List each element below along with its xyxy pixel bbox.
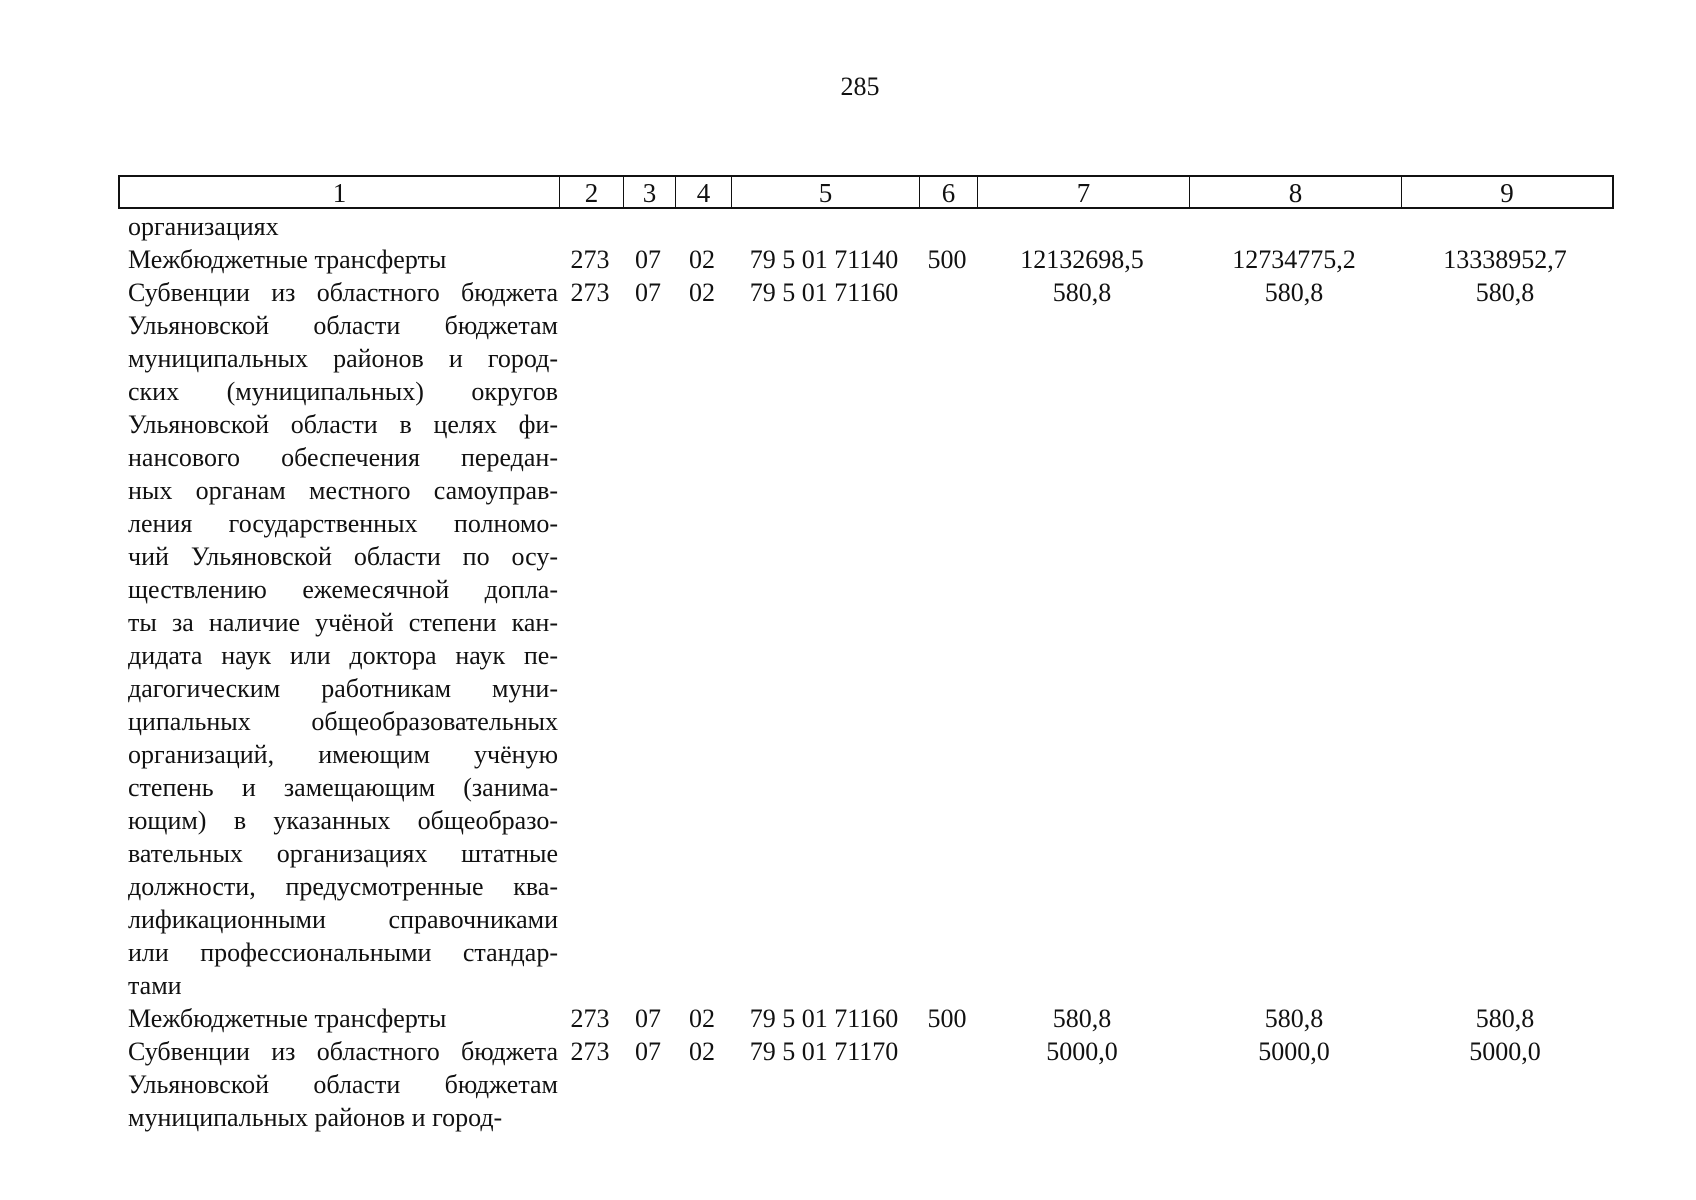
column-number-4: 4: [676, 177, 732, 207]
table-row: [118, 1002, 1610, 1035]
expense-type-code: [918, 276, 976, 1002]
description-line: ных органам местного самоуправ-: [128, 476, 558, 505]
amount-year-3: [1400, 210, 1610, 243]
description-line: ты за наличие учёной степени кан-: [128, 608, 558, 637]
description-line: лификационными справочниками: [128, 905, 558, 934]
amount-year-2: 580,8: [1264, 1004, 1324, 1033]
amount-year-3: 580,8: [1475, 1004, 1535, 1033]
amount-year-1: 580,8: [1052, 278, 1112, 307]
target-article-code: [730, 210, 918, 243]
amount-year-1: 12132698,5: [1020, 245, 1144, 274]
section-code: 07: [635, 1037, 661, 1066]
description-line: чий Ульяновской области по осу-: [128, 542, 558, 571]
description-line: муниципальных районов и город-: [128, 1103, 503, 1132]
section-code: [622, 210, 674, 243]
row-description: [118, 1002, 558, 1035]
description-line: ществлению ежемесячной допла-: [128, 575, 558, 604]
target-article-code: 79 5 01 71160: [749, 1004, 899, 1033]
column-number-2: 2: [560, 177, 624, 207]
subsection-code: 02: [689, 1037, 715, 1066]
expense-type-code: [918, 1035, 976, 1134]
subsection-code: 02: [689, 1004, 715, 1033]
description-line: дагогическим работникам муни-: [128, 674, 558, 703]
description-line: муниципальных районов и город-: [128, 344, 558, 373]
column-number-7: 7: [978, 177, 1190, 207]
description-line: или профессиональными стандар-: [128, 938, 558, 967]
description-line: ющим) в указанных общеобразо-: [128, 806, 558, 835]
amount-year-2: 5000,0: [1258, 1037, 1330, 1066]
table-row: [118, 243, 1610, 276]
description-line: ских (муниципальных) округов: [128, 377, 558, 406]
row-description: [118, 243, 558, 276]
description-line: вательных организациях штатные: [128, 839, 558, 868]
description-line: Ульяновской области бюджетам: [128, 311, 558, 340]
table-row: [118, 210, 1610, 243]
expense-type-code: [918, 210, 976, 243]
description-line: Субвенции из областного бюджета: [128, 1037, 558, 1066]
description-line: нансового обеспечения передан-: [128, 443, 558, 472]
section-code: 07: [635, 245, 661, 274]
subsection-code: 02: [689, 245, 715, 274]
column-number-1: 1: [120, 177, 560, 207]
amount-year-2: 12734775,2: [1232, 245, 1356, 274]
amount-year-2: 580,8: [1264, 278, 1324, 307]
description-line: ципальных общеобразовательных: [128, 707, 558, 736]
page-number: 285: [840, 72, 880, 101]
section-code: 07: [635, 1004, 661, 1033]
amount-year-3: 580,8: [1475, 278, 1535, 307]
description-line: Межбюджетные трансферты: [128, 245, 447, 274]
expense-type-code: 500: [927, 1004, 967, 1033]
column-number-6: 6: [920, 177, 978, 207]
table-row: [118, 276, 1610, 1002]
amount-year-2: [1188, 210, 1400, 243]
target-article-code: 79 5 01 71170: [749, 1037, 899, 1066]
amount-year-1: 580,8: [1052, 1004, 1112, 1033]
amount-year-3: 5000,0: [1469, 1037, 1541, 1066]
amount-year-3: 13338952,7: [1443, 245, 1567, 274]
description-line: организациях: [128, 212, 279, 241]
description-line: Ульяновской области в целях фи-: [128, 410, 558, 439]
ministry-code: 273: [570, 1037, 610, 1066]
ministry-code: 273: [570, 1004, 610, 1033]
description-line: дидата наук или доктора наук пе-: [128, 641, 558, 670]
description-line: организаций, имеющим учёную: [128, 740, 558, 769]
column-number-5: 5: [732, 177, 920, 207]
row-description: [118, 276, 558, 1002]
description-line: степень и замещающим (занима-: [128, 773, 558, 802]
ministry-code: 273: [570, 278, 610, 307]
description-line: тами: [128, 971, 182, 1000]
target-article-code: 79 5 01 71160: [749, 278, 899, 307]
description-line: Межбюджетные трансферты: [128, 1004, 447, 1033]
row-description: [118, 210, 558, 243]
ministry-code: 273: [570, 245, 610, 274]
row-description: [118, 1035, 558, 1134]
description-line: должности, предусмотренные ква-: [128, 872, 558, 901]
section-code: 07: [635, 278, 661, 307]
expense-type-code: 500: [927, 245, 967, 274]
description-line: Субвенции из областного бюджета: [128, 278, 558, 307]
budget-table-body: [118, 210, 1610, 1134]
column-number-8: 8: [1190, 177, 1402, 207]
description-line: ления государственных полномо-: [128, 509, 558, 538]
target-article-code: 79 5 01 71140: [749, 245, 899, 274]
table-row: [118, 1035, 1610, 1134]
amount-year-1: 5000,0: [1046, 1037, 1118, 1066]
column-number-3: 3: [624, 177, 676, 207]
ministry-code: [558, 210, 622, 243]
description-line: Ульяновской области бюджетам: [128, 1070, 558, 1099]
amount-year-1: [976, 210, 1188, 243]
column-number-9: 9: [1500, 178, 1514, 208]
subsection-code: [674, 210, 730, 243]
subsection-code: 02: [689, 278, 715, 307]
table-column-header: [118, 175, 1614, 209]
